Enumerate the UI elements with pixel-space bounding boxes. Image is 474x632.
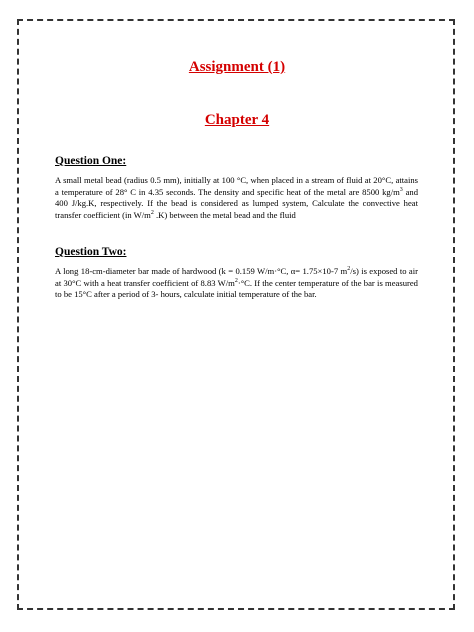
question-two-heading: Question Two:	[55, 246, 127, 258]
page-border	[17, 19, 455, 610]
question-one-heading: Question One:	[55, 155, 127, 167]
chapter-title: Chapter 4	[204, 112, 270, 128]
question-one-text: A small metal bead (radius 0.5 mm), initially at 100 °C, when placed in a stream of fluid at 20°C, attains a temperature of 28° C in 4.35 seconds. The density and specific heat of the metal are 8500 $kg/m^3$ and 400 J/kg.K, respectively. If the bead is considered as lumped system, Calculate the convective heat transfer coefficient (in $W/m^2$ .K) between the metal bead and the fluid	[55, 175, 418, 220]
document-title: Assignment (1)	[188, 59, 286, 75]
question-two-text: A long 18-cm-diameter bar made of hardwood (k = 0.159 W/m·°C, α= 1.75×10-7 $m^2/s$) is exposed to air at 30°C with a heat transfer coefficient of 8.83 $W/m^2\cdot^\circ C$. If the center temperature of the bar is measured to be 15°C after a period of 3- hours, calculate initial temperature of the bar.	[55, 266, 418, 300]
